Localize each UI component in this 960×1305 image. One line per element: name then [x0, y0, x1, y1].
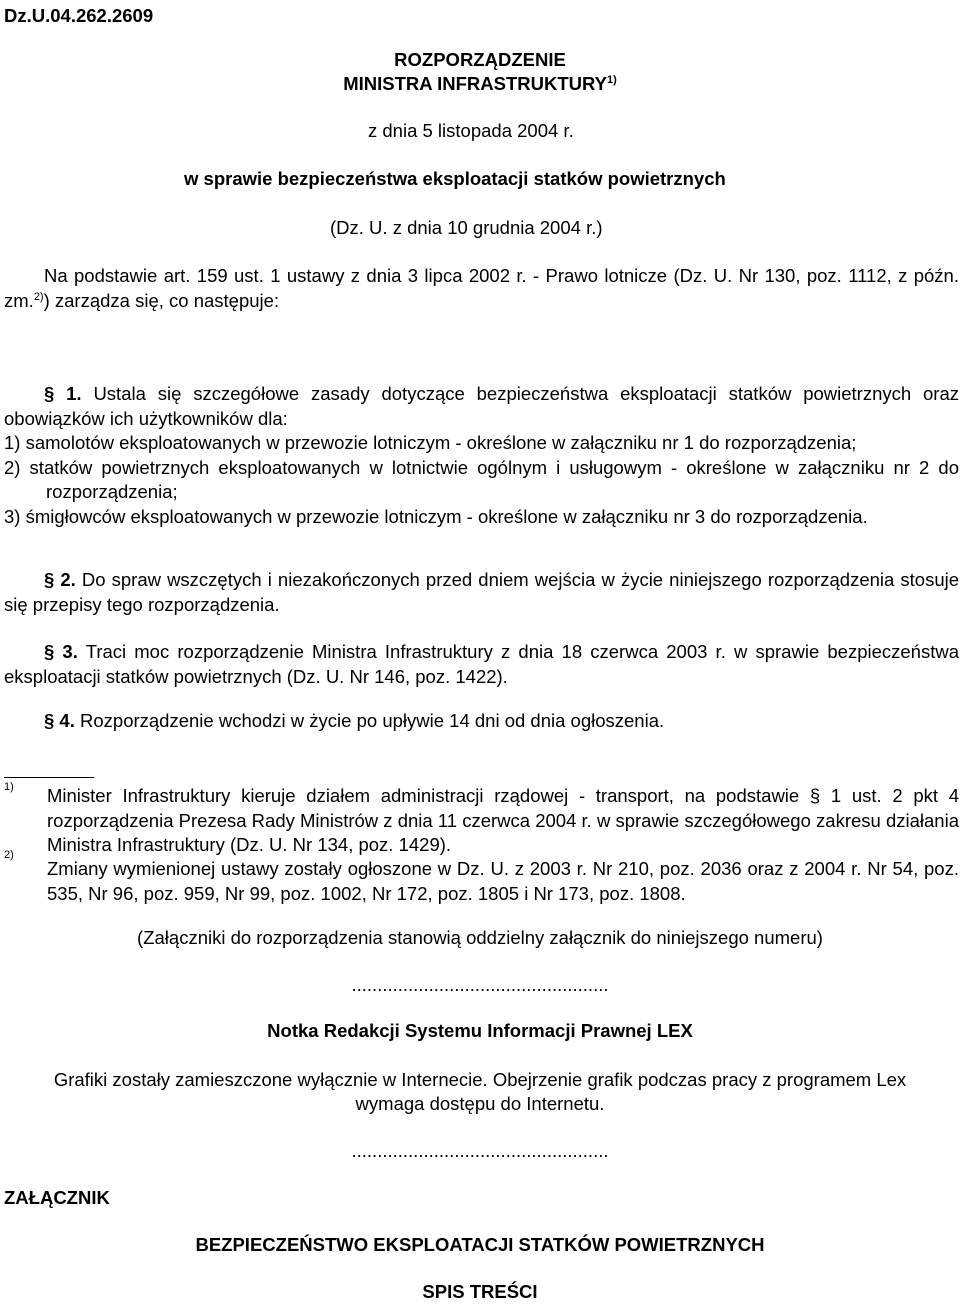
section-1-mark: § 1.: [44, 383, 82, 404]
section-3: § 3. Traci moc rozporządzenie Ministra Infrastruktury z dnia 18 czerwca 2003 r. w sprawie bezpieczeństwa eksploatacji statków powietrznych (Dz. U. Nr 146, poz. 1422).: [4, 641, 960, 687]
footnote-1-mark: 1): [4, 781, 14, 793]
title-subject: w sprawie bezpieczeństwa eksploatacji statków powietrznych: [184, 168, 726, 189]
title-date: z dnia 5 listopada 2004 r.: [368, 120, 574, 141]
attachments-note: (Załączniki do rozporządzenia stanowią oddzielny załącznik do niniejszego numeru): [137, 927, 823, 948]
lex-note-title: Notka Redakcji Systemu Informacji Prawnej LEX: [267, 1020, 693, 1041]
lex-note-text-line2: wymaga dostępu do Internetu.: [355, 1093, 605, 1114]
footnote-separator: [4, 777, 94, 778]
document-id: Dz.U.04.262.2609: [4, 5, 154, 26]
section-1-item-2: 2) statków powietrznych eksploatowanych w lotnictwie ogólnym i usługowym - określone w załączniku nr 2 do rozporządzenia;: [4, 456, 959, 502]
section-3-mark: § 3.: [44, 641, 78, 662]
footnote-2: Zmiany wymienionej ustawy zostały ogłoszone w Dz. U. z 2003 r. Nr 210, poz. 2036 oraz z 2004 r. Nr 54, poz. 535, Nr 96, poz. 959, Nr 99, poz. 1002, Nr 172, poz. 1805 i Nr 173, poz. 1808.: [47, 858, 959, 904]
lex-note-text-line1: Grafiki zostały zamieszczone wyłącznie w Internecie. Obejrzenie grafik podczas pracy z programem Lex: [53, 1069, 907, 1090]
section-2: § 2. Do spraw wszczętych i niezakończonych przed dniem wejścia w życie niniejszego rozporządzenia stosuje się przepisy tego rozporządzenia.: [4, 569, 960, 615]
section-1-item-3: 3) śmigłowców eksploatowanych w przewozie lotniczym - określone w załączniku nr 3 do rozporządzenia.: [4, 505, 868, 527]
footnote-ref-2: 2): [33, 290, 44, 303]
section-1-text: Ustala się szczegółowe zasady dotyczące bezpieczeństwa eksploatacji statków powietrznych oraz obowiązków ich użytkowników dla:: [4, 383, 960, 429]
table-of-contents-heading: SPIS TREŚCI: [422, 1281, 538, 1302]
annex-title: BEZPIECZEŃSTWO EKSPLOATACJI STATKÓW POWIETRZNYCH: [195, 1234, 765, 1255]
separator-dots-2: ..................................................: [351, 1140, 609, 1161]
annex-label: ZAŁĄCZNIK: [4, 1187, 110, 1208]
footnote-ref-1: 1): [607, 74, 617, 86]
preamble: Na podstawie art. 159 ust. 1 ustawy z dnia 3 lipca 2002 r. - Prawo lotnicze (Dz. U. Nr 130, poz. 1112, z późn. zm.$^{2)}$) zarządza się, co następuje:: [4, 265, 959, 311]
section-1-item-1: 1) samolotów eksploatowanych w przewozie lotniczym - określone w załączniku nr 1 do rozporządzenia;: [4, 432, 857, 453]
title-line1: ROZPORZĄDZENIE: [394, 49, 566, 70]
title-line2: MINISTRA INFRASTRUKTURY$^{1)}$: [343, 73, 617, 94]
publication-info: (Dz. U. z dnia 10 grudnia 2004 r.): [330, 217, 603, 238]
separator-dots: ..................................................: [351, 974, 609, 995]
section-4-mark: § 4.: [44, 710, 75, 731]
section-1: [4, 382, 959, 529]
section-4: § 4. Rozporządzenie wchodzi w życie po upływie 14 dni od dnia ogłoszenia.: [44, 710, 665, 731]
footnote-2-mark: 2): [4, 849, 14, 861]
section-2-mark: § 2.: [44, 569, 76, 590]
footnote-1: Minister Infrastruktury kieruje działem administracji rządowej - transport, na podstawie § 1 ust. 2 pkt 4 rozporządzenia Prezesa Rady Ministrów z dnia 11 czerwca 2004 r. w sprawie szczegółowego zakresu działania Ministra Infrastruktury (Dz. U. Nr 134, poz. 1429).: [47, 785, 959, 855]
